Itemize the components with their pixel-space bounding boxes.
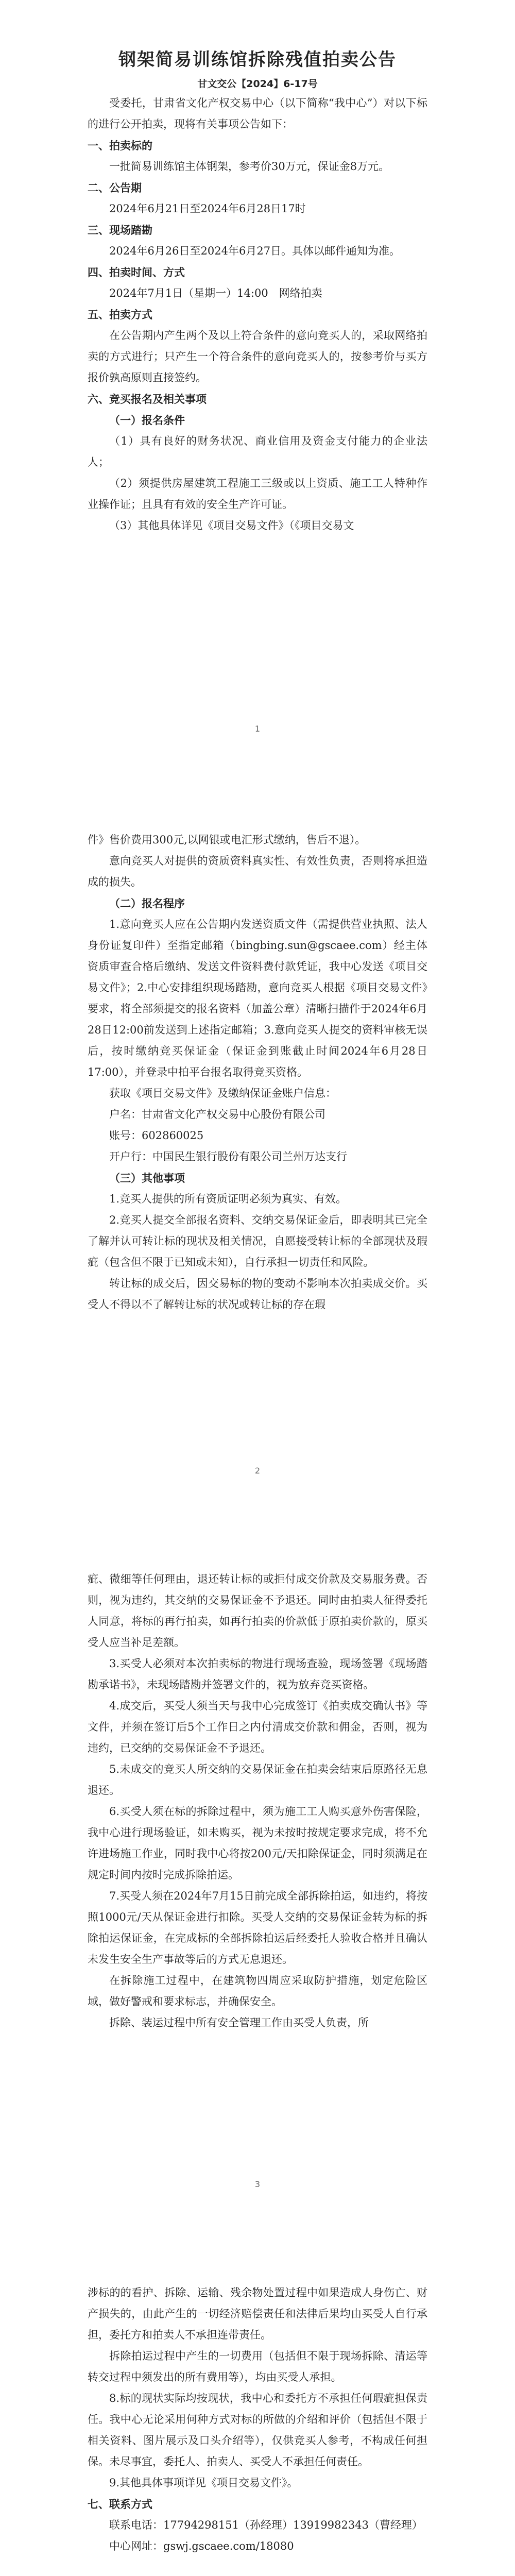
- paragraph: 3.买受人必须对本次拍卖标的物进行现场查验，现场签署《现场踏勘承诺书》，未现场踏勘并签署文件的，视为放弃竞买资格。: [88, 1657, 427, 1691]
- paragraph: （3）其他具体详见《项目交易文件》（《项目交易文: [109, 519, 354, 532]
- paragraph: 2.竞买人提交全部报名资料、交纳交易保证金后，即表明其已完全了解并认可转让标的现状及相关情况，自愿接受转让标的全部现状及瑕疵（包含但不限于已知或未知），自行承担一切责任和风险。: [88, 1214, 427, 1268]
- paragraph: 1.竞买人提供的所有资质证明必须为真实、有效。: [109, 1193, 347, 1205]
- account-name: 户名：甘肃省文化产权交易中心股份有限公司: [109, 1108, 325, 1121]
- account-number: 账号：602860025: [109, 1129, 204, 1142]
- document-page-1: [0, 0, 515, 750]
- page-2-content: [88, 829, 427, 1315]
- page-number: 2: [254, 1466, 261, 1476]
- contact-website: 中心网址：gswj.gscaee.com/18080: [109, 2540, 294, 2552]
- paragraph: （1）具有良好的财务状况、商业信用及资金支付能力的企业法人；: [88, 435, 427, 468]
- document-page-2: [0, 750, 515, 1492]
- account-bank: 开户行：中国民生银行股份有限公司兰州万达支行: [109, 1150, 347, 1163]
- paragraph: 2024年6月26日至2024年6月27日。具体以邮件通知为准。: [109, 245, 401, 257]
- paragraph: 转让标的成交后，因交易标的物的变动不影响本次拍卖成交价。买受人不得以不了解转让标的状况或转让标的存在瑕: [88, 1277, 427, 1311]
- page-number: 3: [254, 2179, 261, 2189]
- paragraph: 涉标的的看护、拆除、运输、残余物处置过程中如果造成人身伤亡、财产损失的，由此产生的一切经济赔偿责任和法律后果均由买受人自行承担，委托方和拍卖人不承担连带责任。: [88, 2286, 427, 2341]
- page-1-content: [88, 93, 427, 536]
- intro-paragraph: 受委托，甘肃省文化产权交易中心（以下简称“我中心”）对以下标的进行公开拍卖，现将有关事项公告如下：: [88, 97, 427, 130]
- section-heading-auction-method: 五、拍卖方式: [88, 308, 152, 321]
- section-heading-notice-period: 二、公告期: [88, 181, 142, 194]
- document-page-4: [0, 2205, 515, 2576]
- section-heading-site-inspection: 三、现场踏勘: [88, 224, 152, 236]
- paragraph: 在拆除施工过程中，在建筑物四周应采取防护措施，划定危险区域，做好警戒和要求标志，并确保安全。: [88, 1974, 427, 2008]
- paragraph: 意向竞买人对提供的资质资料真实性、有效性负责，否则将承担造成的损失。: [88, 855, 427, 888]
- section-heading-registration: 六、竞买报名及相关事项: [88, 393, 207, 405]
- page-4-content: [88, 2282, 427, 2557]
- section-heading-auction-object: 一、拍卖标的: [88, 139, 152, 152]
- paragraph: 在公告期内产生两个及以上符合条件的意向竞买人的，采取网络拍卖的方式进行；只产生一个符合条件的意向竞买人的，按参考价与买方报价孰高原则直接签约。: [88, 329, 427, 384]
- paragraph: 件》售价费用300元,以网银或电汇形式缴纳，售后不退）。: [88, 834, 366, 846]
- paragraph: 6.买受人须在标的拆除过程中，须为施工工人购买意外伤害保险，我中心进行现场验证，如未购买，视为未按时按规定要求完成，将不允许进场施工作业，同时我中心将按200元/天扣除保证金，同时须满足在规定时间内按时完成拆除拍运。: [88, 1805, 427, 1881]
- paragraph: 8.标的现状实际均按现状，我中心和委托方不承担任何瑕疵担保责任。我中心无论采用何种方式对标的所做的介绍和评价（包括但不限于相关资料、图片展示及口头介绍等），仅供竞买人参考，不构成任何担保。未尽事宜，委托人、拍卖人、买受人不承担任何责任。: [88, 2392, 427, 2468]
- contact-phone: 联系电话：17794298151（孙经理）13919982343（曹经理）: [109, 2519, 423, 2531]
- document-page-3: [0, 1492, 515, 2205]
- paragraph: 9.其他具体事项详见《项目交易文件》。: [109, 2477, 298, 2489]
- document-number: 甘文交公【2024】6-17号: [197, 78, 318, 90]
- subsection-heading: （一）报名条件: [109, 414, 185, 427]
- paragraph: 疵、微细等任何理由，退还转让标的或拒付成交价款及交易服务费。否则，视为违约，其交纳的交易保证金不予退还。同时由拍卖人征得委托人同意，将标的再行拍卖，如再行拍卖的价款低于原拍卖价款的，原买受人应当补足差额。: [88, 1573, 427, 1649]
- document-title: 钢架简易训练馆拆除残值拍卖公告: [118, 49, 397, 70]
- paragraph: 5.未成交的竞买人所交纳的交易保证金在拍卖会结束后原路径无息退还。: [88, 1763, 427, 1797]
- section-heading-contact: 七、联系方式: [88, 2498, 152, 2511]
- paragraph: 拆除拍运过程中产生的一切费用（包括但不限于现场拆除、清运等转交过程中须发出的所有费用等），均由买受人承担。: [88, 2350, 427, 2383]
- paragraph: 4.成交后，买受人须当天与我中心完成签订《拍卖成交确认书》等文件，并须在签订后5个工作日之内付清成交价款和佣金，否则，视为违约，已交纳的交易保证金不予退还。: [88, 1700, 427, 1754]
- paragraph: 获取《项目交易文件》及缴纳保证金账户信息：: [109, 1087, 336, 1099]
- section-heading-auction-time: 四、拍卖时间、方式: [88, 266, 185, 279]
- page-number: 1: [254, 724, 261, 734]
- paragraph: 拆除、装运过程中所有安全管理工作由买受人负责，所: [109, 2016, 369, 2029]
- page-3-content: [88, 1569, 427, 2033]
- subsection-heading: （三）其他事项: [109, 1172, 185, 1184]
- paragraph: 1.意向竞买人应在公告期内发送资质文件（需提供营业执照、法人身份证复印件）至指定邮箱（bingbing.sun@gscaee.com）经主体资质审查合格后缴纳、发送文件资料费付款凭证，我中心发送《项目交易文件》；2.中心安排组织现场踏勘，意向竞买人根据《项目交易文件》要求，将全部须提交的报名资料（加盖公章）清晰扫描件于2024年6月28日12:00前发送到上述指定邮箱；3.意向竞买人提交的资料审核无误后，按时缴纳竞买保证金（保证金到账截止时间2024年6月28日17:00），并登录中拍平台报名取得竞买资格。: [88, 918, 427, 1078]
- paragraph: 2024年7月1日（星期一）14:00 网络拍卖: [109, 287, 322, 299]
- paragraph: 2024年6月21日至2024年6月28日17时: [109, 202, 306, 215]
- paragraph: 一批简易训练馆主体钢架，参考价30万元，保证金8万元。: [109, 160, 390, 173]
- paragraph: （2）须提供房屋建筑工程施工三级或以上资质、施工工人特种作业操作证；且具有有效的安全生产许可证。: [88, 477, 427, 511]
- paragraph: 7.买受人须在2024年7月15日前完成全部拆除拍运，如违约，将按照1000元/天从保证金进行扣除。买受人交纳的交易保证金转为标的拆除拍运保证金，在完成标的全部拆除拍运后经委托人验收合格并且确认未发生安全生产事故等后的方式无息退还。: [88, 1890, 427, 1965]
- subsection-heading: （二）报名程序: [109, 897, 185, 910]
